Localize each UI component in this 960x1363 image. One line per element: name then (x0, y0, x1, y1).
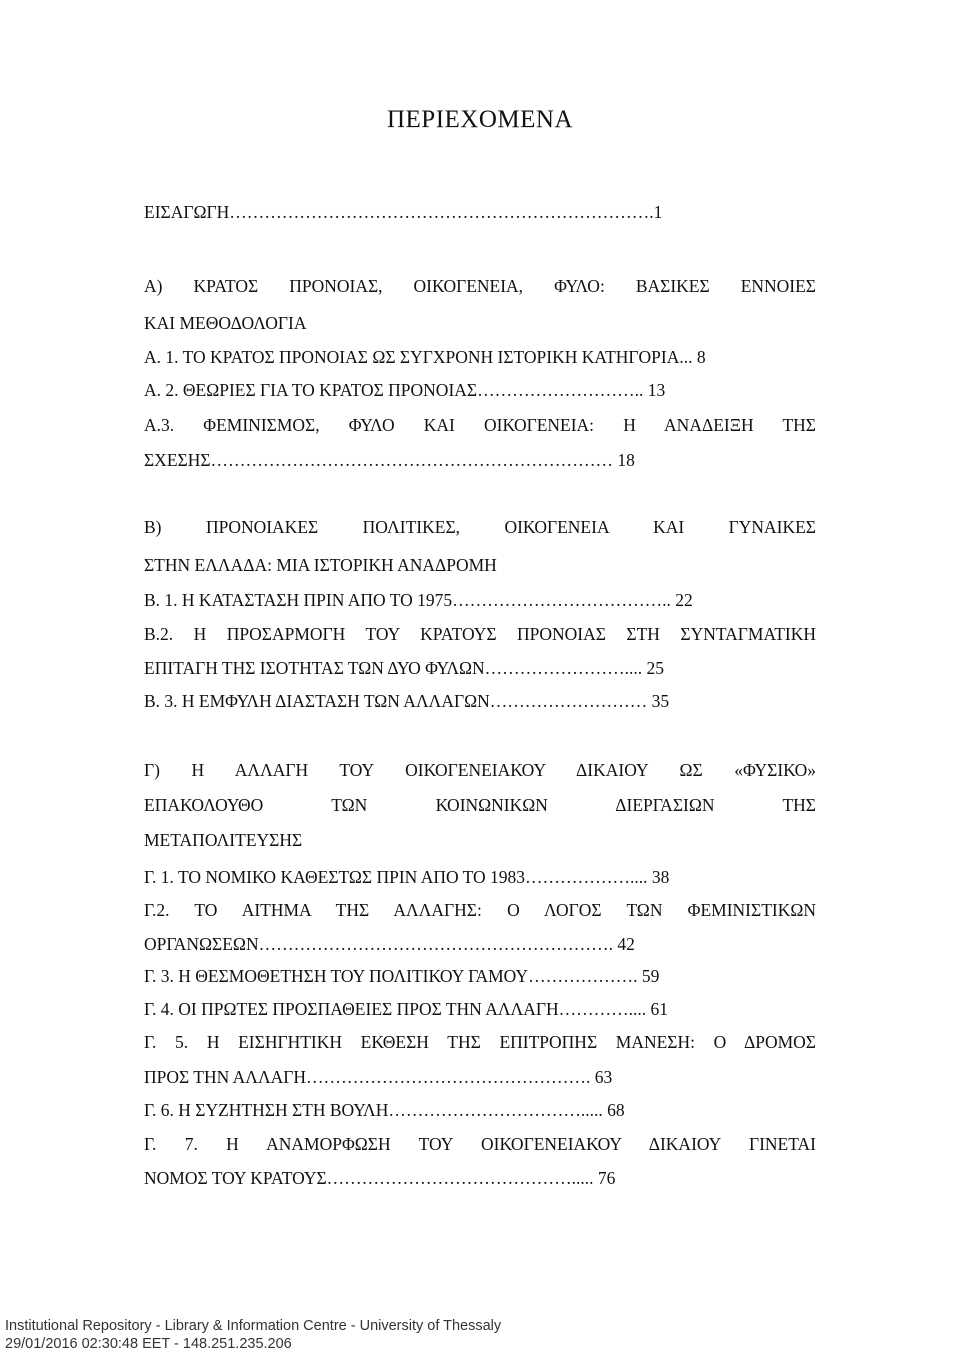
toc-entry-b3: Β. 3. Η ΕΜΦΥΛΗ ΔΙΑΣΤΑΣΗ ΤΩΝ ΑΛΛΑΓΩΝ……………………… 35 (144, 691, 670, 711)
section-heading-c: Γ) Η ΑΛΛΑΓΗ ΤΟΥ ΟΙΚΟΓΕΝΕΙΑΚΟΥ ΔΙΚΑΙΟΥ ΩΣ «ΦΥΣΙΚΟ» (144, 760, 816, 780)
toc-entry-b2-cont: ΕΠΙΤΑΓΗ ΤΗΣ ΙΣΟΤΗΤΑΣ ΤΩΝ ΔΥΟ ΦΥΛΩΝ…………………….... 25 (144, 658, 665, 678)
toc-entry-c5: Γ. 5. Η ΕΙΣΗΓΗΤΙΚΗ ΕΚΘΕΣΗ ΤΗΣ ΕΠΙΤΡΟΠΗΣ ΜΑΝΕΣΗ: Ο ΔΡΟΜΟΣ (144, 1032, 816, 1052)
toc-entry-c2-cont: ΟΡΓΑΝΩΣΕΩΝ……………………………………………………. 42 (144, 934, 635, 954)
toc-entry-c4: Γ. 4. ΟΙ ΠΡΩΤΕΣ ΠΡΟΣΠΑΘΕΙΕΣ ΠΡΟΣ ΤΗΝ ΑΛΛΑΓΗ………….... 61 (144, 999, 668, 1019)
toc-entry-a3: Α.3. ΦΕΜΙΝΙΣΜΟΣ, ΦΥΛΟ ΚΑΙ ΟΙΚΟΓΕΝΕΙΑ: Η ΑΝΑΔΕΙΞΗ ΤΗΣ (144, 415, 816, 435)
toc-entry-a1: Α. 1. ΤΟ ΚΡΑΤΟΣ ΠΡΟΝΟΙΑΣ ΩΣ ΣΥΓΧΡΟΝΗ ΙΣΤΟΡΙΚΗ ΚΑΤΗΓΟΡΙΑ... 8 (144, 347, 706, 367)
toc-entry-a3-cont: ΣΧΕΣΗΣ…………………………………………………………… 18 (144, 450, 635, 470)
toc-entry-c2: Γ.2. ΤΟ ΑΙΤΗΜΑ ΤΗΣ ΑΛΛΑΓΗΣ: Ο ΛΟΓΟΣ ΤΩΝ ΦΕΜΙΝΙΣΤΙΚΩΝ (144, 900, 816, 920)
toc-entry-c7-cont: ΝΟΜΟΣ ΤΟΥ ΚΡΑΤΟΥΣ……………………………………..... 76 (144, 1168, 616, 1188)
section-heading-a: Α) ΚΡΑΤΟΣ ΠΡΟΝΟΙΑΣ, ΟΙΚΟΓΕΝΕΙΑ, ΦΥΛΟ: ΒΑΣΙΚΕΣ ΕΝΝΟΙΕΣ (144, 276, 816, 296)
toc-entry-c1: Γ. 1. ΤΟ ΝΟΜΙΚΟ ΚΑΘΕΣΤΩΣ ΠΡΙΝ ΑΠΟ ΤΟ 1983……………….... 38 (144, 867, 670, 887)
toc-entry-c6: Γ. 6. Η ΣΥΖΗΤΗΣΗ ΣΤΗ ΒΟΥΛΗ……………………………..... 68 (144, 1100, 625, 1120)
toc-entry-c7: Γ. 7. Η ΑΝΑΜΟΡΦΩΣΗ ΤΟΥ ΟΙΚΟΓΕΝΕΙΑΚΟΥ ΔΙΚΑΙΟΥ ΓΙΝΕΤΑΙ (144, 1134, 816, 1154)
toc-entry-b2: Β.2. Η ΠΡΟΣΑΡΜΟΓΗ ΤΟΥ ΚΡΑΤΟΥΣ ΠΡΟΝΟΙΑΣ ΣΤΗ ΣΥΝΤΑΓΜΑΤΙΚΗ (144, 624, 816, 644)
toc-entry-a2: Α. 2. ΘΕΩΡΙΕΣ ΓΙΑ ΤΟ ΚΡΑΤΟΣ ΠΡΟΝΟΙΑΣ……………………….. 13 (144, 380, 666, 400)
section-heading-c-cont2: ΜΕΤΑΠΟΛΙΤΕΥΣΗΣ (144, 830, 303, 850)
page-title: ΠΕΡΙΕΧΟΜΕΝΑ (386, 106, 574, 133)
toc-entry-introduction: ΕΙΣΑΓΩΓΗ……………………………………………………………….1 (144, 202, 663, 222)
toc-entry-b1: Β. 1. Η ΚΑΤΑΣΤΑΣΗ ΠΡΙΝ ΑΠΟ ΤΟ 1975……………………………….. 22 (144, 590, 693, 610)
section-heading-b-cont: ΣΤΗΝ ΕΛΛΑΔΑ: ΜΙΑ ΙΣΤΟΡΙΚΗ ΑΝΑΔΡΟΜΗ (144, 555, 497, 575)
footer-repository: Institutional Repository - Library & Information Centre - University of Thessaly (5, 1318, 502, 1334)
section-heading-b: Β) ΠΡΟΝΟΙΑΚΕΣ ΠΟΛΙΤΙΚΕΣ, ΟΙΚΟΓΕΝΕΙΑ ΚΑΙ ΓΥΝΑΙΚΕΣ (144, 517, 816, 537)
footer-timestamp: 29/01/2016 02:30:48 EET - 148.251.235.206 (5, 1336, 292, 1352)
section-heading-c-cont: ΕΠΑΚΟΛΟΥΘΟ ΤΩΝ ΚΟΙΝΩΝΙΚΩΝ ΔΙΕΡΓΑΣΙΩΝ ΤΗΣ (144, 795, 816, 815)
section-heading-a-cont: ΚΑΙ ΜΕΘΟΔΟΛΟΓΙΑ (144, 313, 307, 333)
toc-entry-c5-cont: ΠΡΟΣ ΤΗΝ ΑΛΛΑΓΗ…………………………………………. 63 (144, 1067, 613, 1087)
toc-entry-c3: Γ. 3. Η ΘΕΣΜΟΘΕΤΗΣΗ ΤΟΥ ΠΟΛΙΤΙΚΟΥ ΓΑΜΟΥ………………. 59 (144, 966, 660, 986)
